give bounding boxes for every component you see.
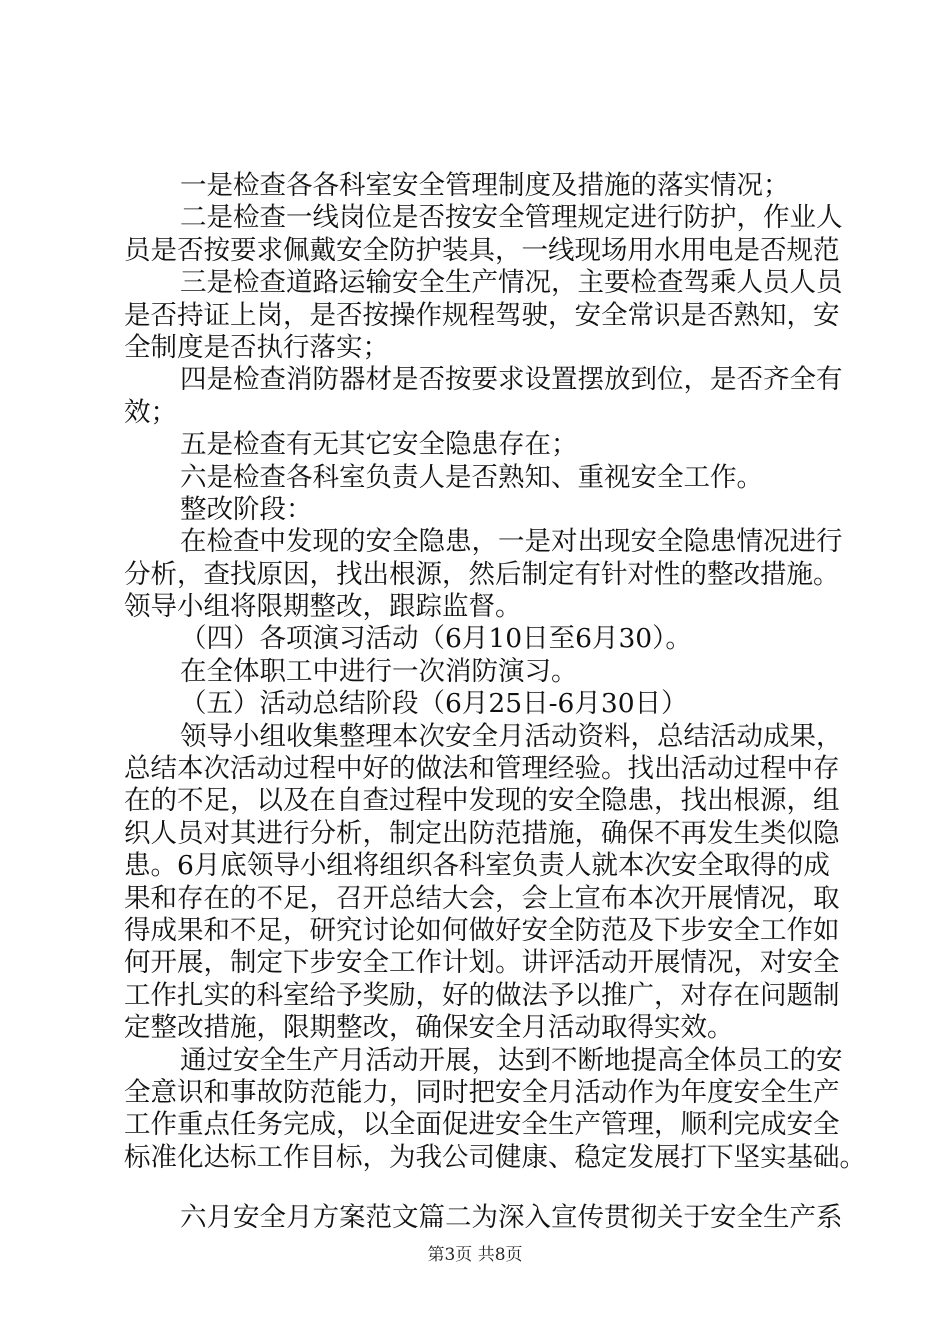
paragraph-line: 领导小组将限期整改，跟踪监督。 xyxy=(124,591,522,623)
paragraph-line: 患。6月底领导小组将组织各科室负责人就本次安全取得的成 xyxy=(124,850,830,882)
paragraph-line: 果和存在的不足，召开总结大会，会上宣布本次开展情况，取 xyxy=(124,882,840,914)
paragraph-line: 四是检查消防器材是否按要求设置摆放到位，是否齐全有 xyxy=(180,364,843,396)
paragraph-line: 二是检查一线岗位是否按安全管理规定进行防护，作业人 xyxy=(180,202,843,234)
paragraph-line: 在的不足，以及在自查过程中发现的安全隐患，找出根源，组 xyxy=(124,785,840,817)
paragraph-line: 通过安全生产月活动开展，达到不断地提高全体员工的安 xyxy=(180,1044,843,1076)
paragraph-line: 是否持证上岗，是否按操作规程驾驶，安全常识是否熟知，安 xyxy=(124,299,840,331)
paragraph-line: 全意识和事故防范能力，同时把安全月活动作为年度安全生产 xyxy=(124,1076,840,1108)
paragraph-line: 在检查中发现的安全隐患，一是对出现安全隐患情况进行 xyxy=(180,526,843,558)
paragraph-line: 领导小组收集整理本次安全月活动资料，总结活动成果， xyxy=(180,720,843,752)
document-body xyxy=(124,170,866,1235)
paragraph-line: 总结本次活动过程中好的做法和管理经验。找出活动过程中存 xyxy=(124,753,840,785)
paragraph-line: 全制度是否执行落实； xyxy=(124,331,389,363)
paragraph-line: 在全体职工中进行一次消防演习。 xyxy=(180,655,578,687)
section-heading: （四）各项演习活动（6月10日至6月30）。 xyxy=(180,623,692,655)
page-number: 第3页 共8页 xyxy=(427,1245,523,1265)
paragraph-line: 工作重点任务完成，以全面促进安全生产管理，顺利完成安全 xyxy=(124,1109,840,1141)
paragraph-line: 五是检查有无其它安全隐患存在； xyxy=(180,429,578,461)
paragraph-line: 效； xyxy=(124,396,177,428)
paragraph-line: 得成果和不足，研究讨论如何做好安全防范及下步安全工作如 xyxy=(124,914,840,946)
paragraph-line: 织人员对其进行分析，制定出防范措施，确保不再发生类似隐 xyxy=(124,817,840,849)
section-heading: （五）活动总结阶段（6月25日-6月30日） xyxy=(180,688,688,720)
paragraph-line: 员是否按要求佩戴安全防护装具，一线现场用水用电是否规范 xyxy=(124,234,840,266)
paragraph-line: 定整改措施，限期整改，确保安全月活动取得实效。 xyxy=(124,1012,734,1044)
paragraph-line: 六是检查各科室负责人是否熟知、重视安全工作。 xyxy=(180,461,763,493)
paragraph-line: 三是检查道路运输安全生产情况，主要检查驾乘人员人员 xyxy=(180,267,843,299)
section-heading: 六月安全月方案范文篇二为深入宣传贯彻关于安全生产系 xyxy=(180,1202,843,1234)
paragraph-line: 何开展，制定下步安全工作计划。讲评活动开展情况，对安全 xyxy=(124,947,840,979)
section-heading: 整改阶段： xyxy=(180,493,313,525)
paragraph-line: 分析，查找原因，找出根源，然后制定有针对性的整改措施。 xyxy=(124,558,840,590)
paragraph-line: 一是检查各各科室安全管理制度及措施的落实情况； xyxy=(180,170,790,201)
paragraph-line: 标准化达标工作目标，为我公司健康、稳定发展打下坚实基础。 xyxy=(124,1141,866,1173)
paragraph-line: 工作扎实的科室给予奖励，好的做法予以推广，对存在问题制 xyxy=(124,979,840,1011)
